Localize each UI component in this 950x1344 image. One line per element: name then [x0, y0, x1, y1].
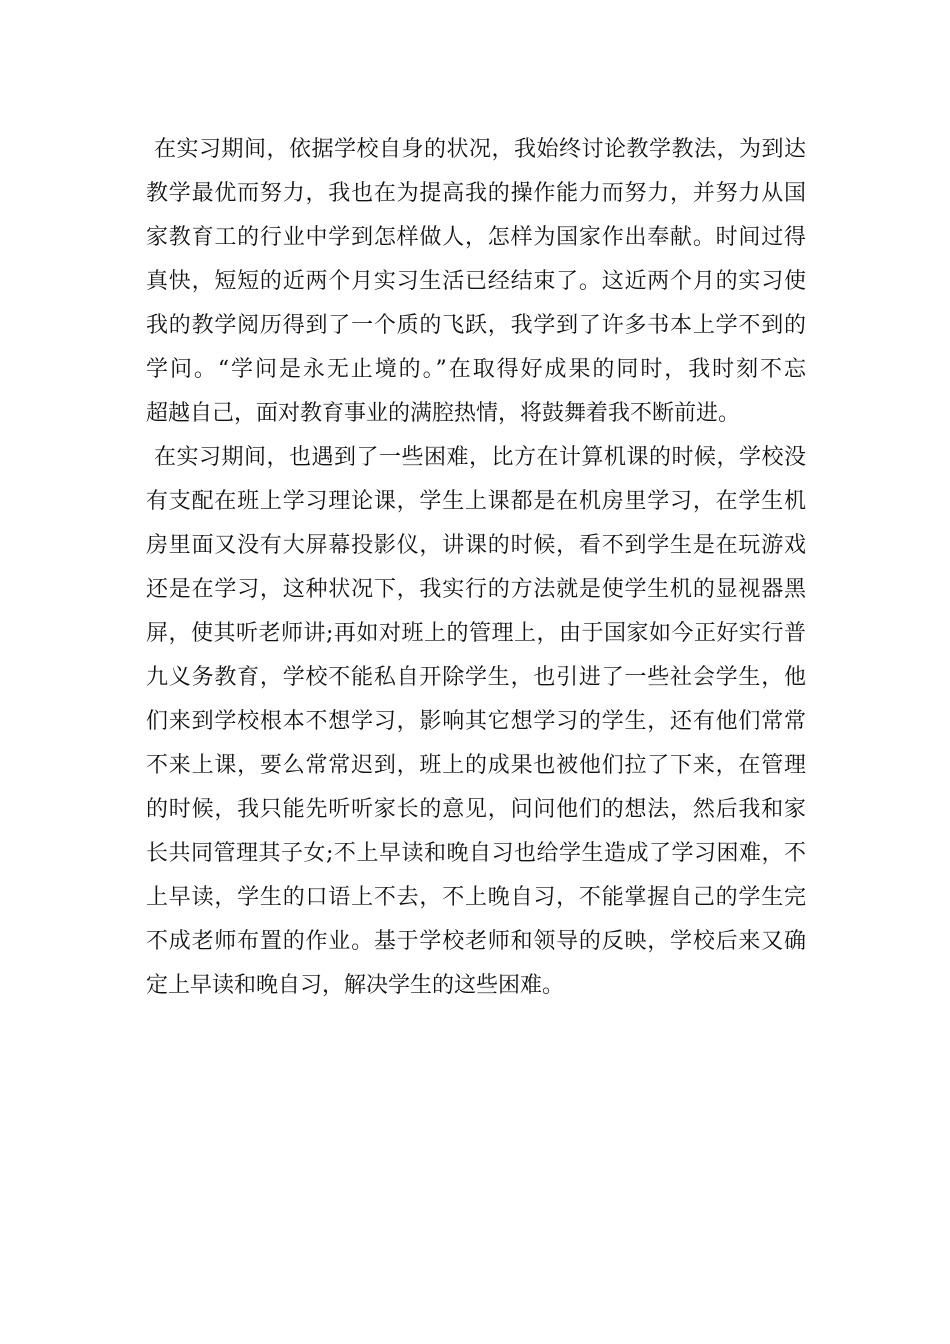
text-line: 教学最优而努力，我也在为提高我的操作能力而努力，并努力从国 — [146, 181, 806, 206]
text-line: 真快，短短的近两个月实习生活已经结束了。这近两个月的实习使 — [146, 269, 806, 294]
paragraph-2 — [146, 436, 806, 1008]
text-line: 的时候，我只能先听听家长的意见，问问他们的想法，然后我和家 — [146, 797, 806, 822]
text-line: 九义务教育，学校不能私自开除学生，也引进了一些社会学生，他 — [146, 665, 806, 690]
text-line: 们来到学校根本不想学习，影响其它想学习的学生，还有他们常常 — [146, 709, 806, 734]
text-line: 有支配在班上学习理论课，学生上课都是在机房里学习，在学生机 — [146, 489, 806, 514]
body-text — [146, 128, 806, 1008]
text-line: 学问。“学问是永无止境的。”在取得好成果的同时，我时刻不忘 — [146, 357, 806, 382]
text-line: 在实习期间，也遇到了一些困难，比方在计算机课的时候，学校没 — [154, 445, 806, 470]
text-line: 定上早读和晚自习，解决学生的这些困难。 — [146, 973, 565, 998]
text-line: 家教育工的行业中学到怎样做人，怎样为国家作出奉献。时间过得 — [146, 225, 806, 250]
text-line: 上早读，学生的口语上不去，不上晚自习，不能掌握自己的学生完 — [146, 885, 806, 910]
text-line: 超越自己，面对教育事业的满腔热情，将鼓舞着我不断前进。 — [146, 401, 741, 426]
text-line: 屏，使其听老师讲;再如对班上的管理上，由于国家如今正好实行普 — [146, 621, 806, 646]
text-line: 我的教学阅历得到了一个质的飞跃，我学到了许多书本上学不到的 — [146, 313, 806, 338]
text-line: 不成老师布置的作业。基于学校老师和领导的反映，学校后来又确 — [146, 929, 806, 954]
text-line: 长共同管理其子女;不上早读和晚自习也给学生造成了学习困难，不 — [146, 841, 806, 866]
text-line: 还是在学习，这种状况下，我实行的方法就是使学生机的显视器黑 — [146, 577, 806, 602]
text-line: 房里面又没有大屏幕投影仪，讲课的时候，看不到学生是在玩游戏 — [146, 533, 806, 558]
text-line: 在实习期间，依据学校自身的状况，我始终讨论教学教法，为到达 — [154, 137, 806, 162]
text-line: 不来上课，要么常常迟到，班上的成果也被他们拉了下来，在管理 — [146, 753, 806, 778]
paragraph-1 — [146, 128, 806, 436]
